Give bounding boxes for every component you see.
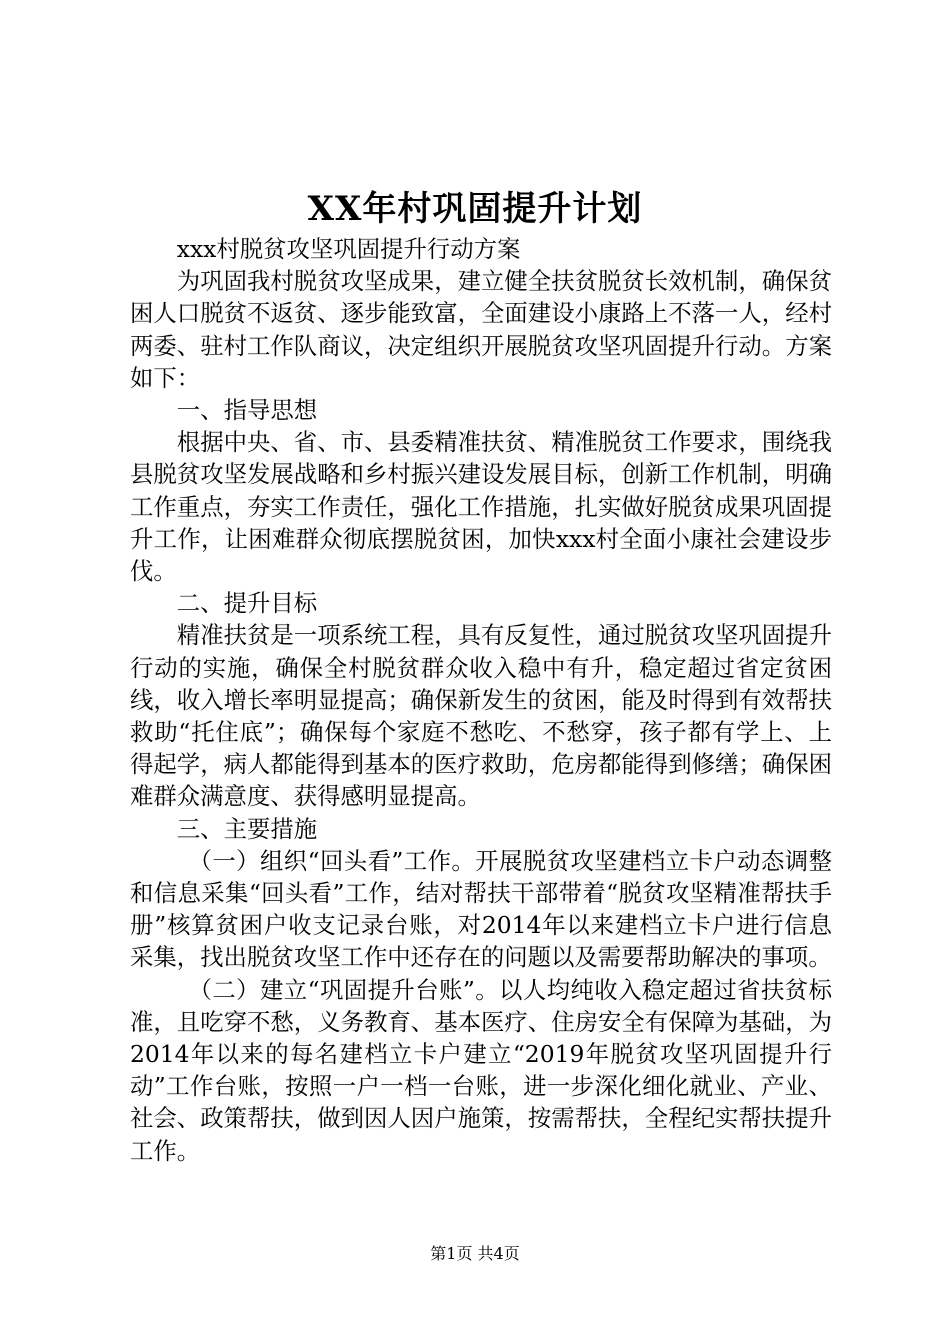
goals-paragraph: 精准扶贫是一项系统工程，具有反复性，通过脱贫攻坚巩固提升行动的实施，确保全村脱贫群众收入稳中有升，稳定超过省定贫困线，收入增长率明显提高；确保新发生的贫困，能及时得到有效帮扶救助“托住底”；确保每个家庭不愁吃、不愁穿，孩子都有学上、上得起学，病人都能得到基本的医疗救助，危房都能得到修缮；确保困难群众满意度、获得感明显提高。 (130, 621, 832, 811)
section-heading-guiding-ideology: 一、指导思想 (176, 396, 318, 425)
guiding-ideology-paragraph: 根据中央、省、市、县委精准扶贫、精准脱贫工作要求，围绕我县脱贫攻坚发展战略和乡村振兴建设发展目标，创新工作机制，明确工作重点，夯实工作责任，强化工作措施，扎实做好脱贫成果巩固提升工作，让困难群众彻底摆脱贫困，加快xxx村全面小康社会建设步伐。 (130, 428, 832, 586)
measure-two-paragraph: （二）建立“巩固提升台账”。以人均纯收入稳定超过省扶贫标准，且吃穿不愁，义务教育、基本医疗、住房安全有保障为基础，为2014年以来的每名建档立卡户建立“2019年脱贫攻坚巩固提升行动”工作台账，按照一户一档一台账，进一步深化细化就业、产业、社会、政策帮扶，做到因人因户施策，按需帮扶，全程纪实帮扶提升工作。 (130, 975, 832, 1165)
document-body (130, 233, 832, 1167)
page-footer: 第1页 共4页 (430, 1244, 520, 1263)
section-heading-goals: 二、提升目标 (176, 589, 318, 618)
subtitle-paragraph: xxx村脱贫攻坚巩固提升行动方案 (176, 235, 521, 263)
intro-paragraph: 为巩固我村脱贫攻坚成果，建立健全扶贫脱贫长效机制，确保贫困人口脱贫不返贫、逐步能致富，全面建设小康路上不落一人，经村两委、驻村工作队商议，决定组织开展脱贫攻坚巩固提升行动。方案如下： (130, 267, 832, 392)
measure-one-paragraph: （一）组织“回头看”工作。开展脱贫攻坚建档立卡户动态调整和信息采集“回头看”工作，结对帮扶干部带着“脱贫攻坚精准帮扶手册”核算贫困户收支记录台账，对2014年以来建档立卡户进行信息采集，找出脱贫攻坚工作中还存在的问题以及需要帮助解决的事项。 (130, 846, 832, 972)
section-heading-measures: 三、主要措施 (176, 814, 318, 843)
document-title: XX年村巩固提升计划 (307, 189, 643, 229)
